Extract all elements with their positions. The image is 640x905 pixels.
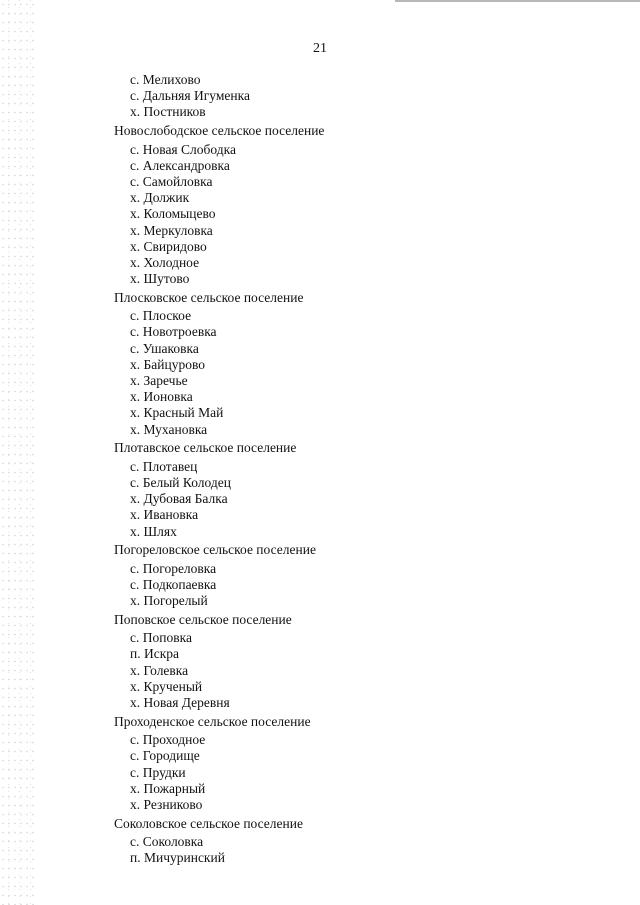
settlement-item: х. Байцурово: [130, 356, 205, 372]
section-title: Проходенское сельское поселение: [114, 713, 311, 729]
settlement-item: с. Погореловка: [130, 560, 217, 576]
settlement-item: х. Резниково: [130, 796, 203, 812]
section-title: Плотавское сельское поселение: [114, 440, 297, 456]
settlement-item: х. Постников: [130, 104, 206, 120]
scan-edge-top: [395, 0, 640, 2]
settlement-items: [130, 834, 594, 866]
settlement-item: х. Ионовка: [130, 389, 193, 405]
settlement-item: с. Соколовка: [130, 834, 204, 850]
settlement-item: п. Мичуринский: [130, 850, 225, 866]
settlement-item: х. Должик: [130, 190, 190, 206]
settlement-section: [114, 123, 594, 287]
settlement-item: х. Холодное: [130, 254, 200, 270]
settlement-item: х. Меркуловка: [130, 222, 213, 238]
settlement-section: [114, 816, 594, 867]
settlement-item: с. Александровка: [130, 157, 230, 173]
settlement-item: с. Белый Колодец: [130, 474, 231, 490]
settlement-items: [130, 459, 594, 540]
settlement-item: х. Ивановка: [130, 507, 199, 523]
settlement-item: х. Пожарный: [130, 780, 206, 796]
settlement-item: х. Красный Май: [130, 405, 224, 421]
section-title: Плосковское сельское поселение: [114, 289, 304, 305]
section-title: Поповское сельское поселение: [114, 611, 292, 627]
settlement-item: с. Плотавец: [130, 458, 198, 474]
section-title: Погореловское сельское поселение: [114, 542, 316, 558]
settlement-items: [130, 561, 594, 610]
settlement-item: х. Шутово: [130, 271, 190, 287]
settlement-item: х. Коломыцево: [130, 206, 216, 222]
settlement-item: с. Городище: [130, 748, 200, 764]
settlement-items: [130, 630, 594, 711]
settlement-item: с. Мелихово: [130, 72, 201, 87]
settlement-items: [130, 142, 594, 288]
settlement-item: п. Искра: [130, 646, 180, 662]
settlement-items: [130, 732, 594, 813]
settlement-item: с. Новотроевка: [130, 324, 217, 340]
settlement-item: х. Погорелый: [130, 593, 208, 609]
settlement-item: с. Самойловка: [130, 173, 213, 189]
settlement-item: с. Проходное: [130, 732, 206, 748]
settlement-item: с. Плоское: [130, 308, 192, 324]
settlement-item: х. Дубовая Балка: [130, 491, 228, 507]
settlement-list: [114, 72, 594, 869]
settlement-item: с. Новая Слободка: [130, 141, 236, 157]
settlement-section: [114, 290, 594, 438]
scan-edge-left: [0, 0, 34, 905]
settlement-item: х. Крученый: [130, 678, 203, 694]
settlement-item: х. Новая Деревня: [130, 695, 230, 710]
settlement-section: [114, 612, 594, 711]
settlement-item: х. Шлях: [130, 523, 177, 539]
settlement-section: [114, 542, 594, 609]
settlement-item: с. Подкопаевка: [130, 576, 217, 592]
settlement-section: [114, 72, 594, 121]
settlement-item: с. Дальняя Игуменка: [130, 88, 250, 104]
settlement-section: [114, 440, 594, 539]
settlement-item: с. Прудки: [130, 764, 186, 780]
settlement-items: [130, 308, 594, 438]
settlement-item: с. Поповка: [130, 630, 192, 646]
settlement-item: х. Заречье: [130, 373, 188, 388]
settlement-section: [114, 714, 594, 813]
settlement-item: х. Свиридово: [130, 238, 207, 254]
page-number: 21: [313, 41, 327, 56]
section-title: Новослободское сельское поселение: [114, 123, 325, 139]
settlement-item: с. Ушаковка: [130, 340, 199, 356]
section-title: Соколовское сельское поселение: [114, 815, 303, 831]
settlement-items: [130, 72, 594, 121]
settlement-item: х. Мухановка: [130, 421, 208, 437]
settlement-item: х. Голевка: [130, 662, 189, 678]
